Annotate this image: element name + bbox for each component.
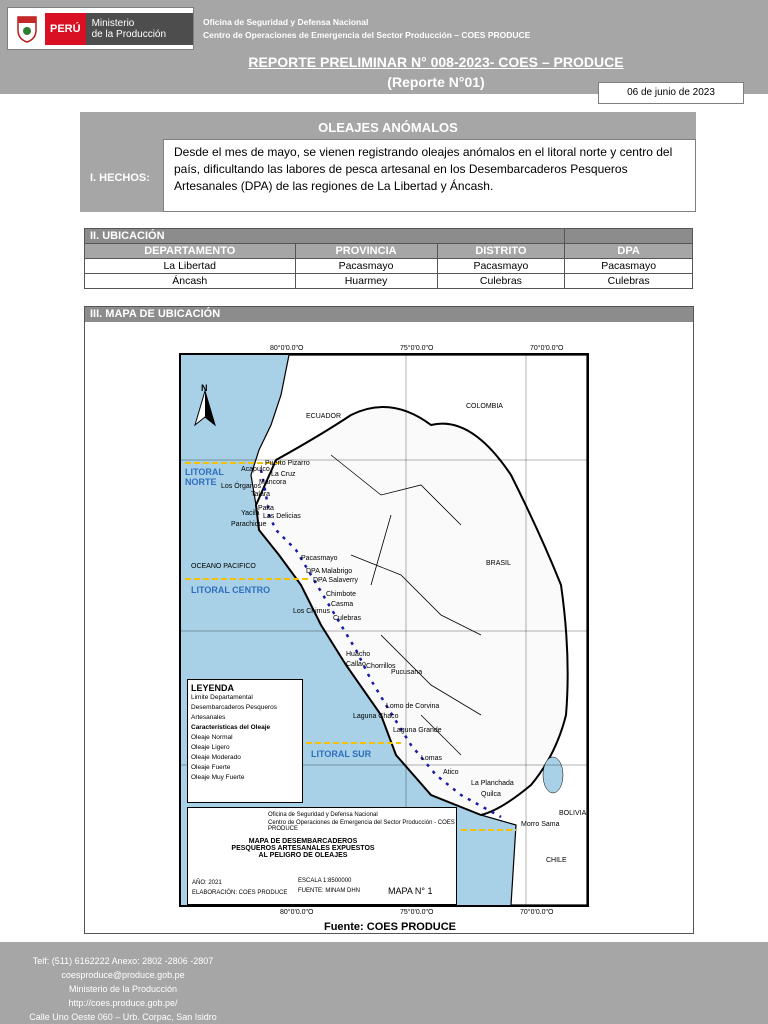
section-hechos [80, 112, 696, 212]
place-label: Lomas [421, 755, 443, 762]
map-source: Fuente: COES PRODUCE [323, 921, 456, 933]
section-hechos-label: I. HECHOS: [90, 172, 150, 184]
titleblock-title: MAPA DE DESEMBARCADEROS PESQUEROS ARTESANALES EXPUESTOS AL PELIGRO DE OLEAJES [231, 838, 375, 859]
country-label: CHILE [546, 857, 567, 864]
table-row [85, 274, 693, 289]
cell-distrito: Pacasmayo [437, 259, 565, 274]
place-label: Las Delicias [263, 513, 301, 520]
ubicacion-title: II. UBICACIÓN [85, 229, 565, 244]
place-label: Puerto Pizarro [265, 460, 310, 467]
legend-item: Características del Oleaje [191, 724, 271, 731]
place-label: Laguna Grande [393, 727, 442, 734]
ministry-logo [7, 7, 194, 50]
report-title: REPORTE PRELIMINAR N° 008-2023- COES – PRODUCE [248, 54, 624, 70]
section-hechos-text: Desde el mes de mayo, se vienen registrando oleajes anómalos en el litoral norte y centro del país, dificultando las labores de pesca artesanal en los Desembarcaderos Pesqueros Artesanales (DPA) de las regiones de La Libertad y Áncash. [163, 139, 696, 212]
place-label: Parachique [231, 521, 267, 528]
cell-provincia: Pacasmayo [295, 259, 437, 274]
legend-item: Oleaje Fuerte [191, 764, 231, 771]
north-label: N [201, 383, 208, 393]
titleblock-source: FUENTE: MINAM DHN [298, 888, 360, 894]
place-label: Los Chimus [293, 608, 330, 615]
report-date: 06 de junio de 2023 [598, 82, 744, 104]
place-label: Quilca [481, 791, 501, 798]
place-label: Pucusana [391, 669, 423, 676]
legend-item: Oleaje Moderado [191, 754, 241, 761]
coat-of-arms-icon [13, 12, 41, 46]
place-label: Culebras [333, 615, 362, 622]
place-label: Pacasmayo [301, 555, 338, 562]
legend-title: LEYENDA [191, 683, 235, 693]
page-header [0, 0, 768, 94]
cell-departamento: Áncash [85, 274, 296, 289]
col-header: DISTRITO [437, 244, 565, 259]
place-label: Los Órganos [221, 483, 262, 490]
place-label: Mancora [259, 479, 287, 486]
place-label: Chimbote [326, 591, 356, 598]
legend-item: Oleaje Muy Fuerte [191, 774, 245, 781]
header-organization: Oficina de Seguridad y Defensa Nacional Centro de Operaciones de Emergencia del Sector Producción – COES PRODUCE [203, 17, 531, 40]
coord-label: 70°0'0.0"O [520, 909, 554, 916]
zone-label: LITORAL CENTRO [191, 585, 271, 595]
titleblock-year: AÑO: 2021 [192, 880, 222, 886]
place-label: La Planchada [471, 780, 514, 787]
map-legend [187, 679, 303, 803]
cell-departamento: La Libertad [85, 259, 296, 274]
titleblock-map-number: MAPA N° 1 [388, 886, 433, 896]
place-label: Atico [443, 769, 459, 776]
table-row [85, 259, 693, 274]
legend-item: Oleaje Ligero [191, 744, 230, 751]
place-label: Laguna Chaco [353, 713, 399, 720]
place-label: Casma [331, 601, 354, 608]
country-label: COLOMBIA [466, 403, 503, 410]
titleblock-scale: ESCALA 1:8500000 [298, 878, 352, 884]
place-label: Lomo de Corvina [386, 703, 440, 710]
place-label: La Cruz [271, 471, 296, 478]
place-label: Paita [258, 505, 274, 512]
map-section [84, 306, 694, 934]
zone-label: LITORAL NORTE [185, 467, 224, 487]
footer-contact: Telf: (511) 6162222 Anexo: 2802 -2806 -2807 coesproduce@produce.gob.pe Ministerio de la Producción http://coes.produce.gob.pe/ Calle Uno Oeste 060 – Urb. Corpac, San Isidro [29, 956, 217, 1022]
place-label: Morro Sama [521, 821, 560, 828]
legend-item: Desembarcaderos Pesqueros Artesanales [191, 704, 277, 721]
place-label: Chorrillos [366, 663, 396, 670]
legend-item: Oleaje Normal [191, 734, 233, 741]
map-section-title: III. MAPA DE UBICACIÓN [85, 307, 693, 322]
place-label: DPA Salaverry [313, 577, 358, 584]
place-label: Talara [251, 491, 271, 498]
ubicacion-table [84, 228, 693, 289]
zone-label: LITORAL SUR [311, 749, 372, 759]
col-header: DEPARTAMENTO [85, 244, 296, 259]
country-label: BOLIVIA [559, 810, 587, 817]
coord-label: 75°0'0.0"O [400, 345, 434, 352]
place-label: Callao [346, 661, 366, 668]
coord-label: 75°0'0.0"O [400, 909, 434, 916]
cell-dpa: Culebras [565, 274, 693, 289]
legend-item: Limite Departamental [191, 694, 253, 701]
section-hechos-title: OLEAJES ANÓMALOS [318, 120, 458, 135]
titleblock-org: Centro de Operaciones de Emergencia del Sector Producción - COES PRODUCE [268, 820, 455, 832]
col-header: DPA [565, 244, 693, 259]
col-header: PROVINCIA [295, 244, 437, 259]
coord-label: 70°0'0.0"O [530, 345, 564, 352]
place-label: Huacho [346, 651, 371, 658]
place-label: Acapulco [241, 466, 270, 473]
titleblock-org: Oficina de Seguridad y Defensa Nacional [268, 812, 378, 818]
ocean-label: OCEANO PACIFICO [191, 563, 256, 570]
country-label: BRASIL [486, 560, 511, 567]
titleblock-madeby: ELABORACIÓN: COES PRODUCE [192, 890, 288, 896]
cell-distrito: Culebras [437, 274, 565, 289]
report-subtitle: (Reporte N°01) [387, 74, 485, 90]
place-label: DPA Malabrigo [306, 568, 353, 575]
coord-label: 80°0'0.0"O [280, 909, 314, 916]
place-label: Yacila [241, 510, 260, 517]
logo-ministry: Ministerio de la Producción [86, 13, 193, 45]
cell-provincia: Huarmey [295, 274, 437, 289]
page-footer [0, 942, 768, 1024]
coord-label: 80°0'0.0"O [270, 345, 304, 352]
map-image [179, 353, 589, 907]
cell-dpa: Pacasmayo [565, 259, 693, 274]
logo-country: PERÚ [45, 13, 86, 45]
country-label: ECUADOR [306, 413, 342, 420]
map-title-block [187, 807, 457, 905]
